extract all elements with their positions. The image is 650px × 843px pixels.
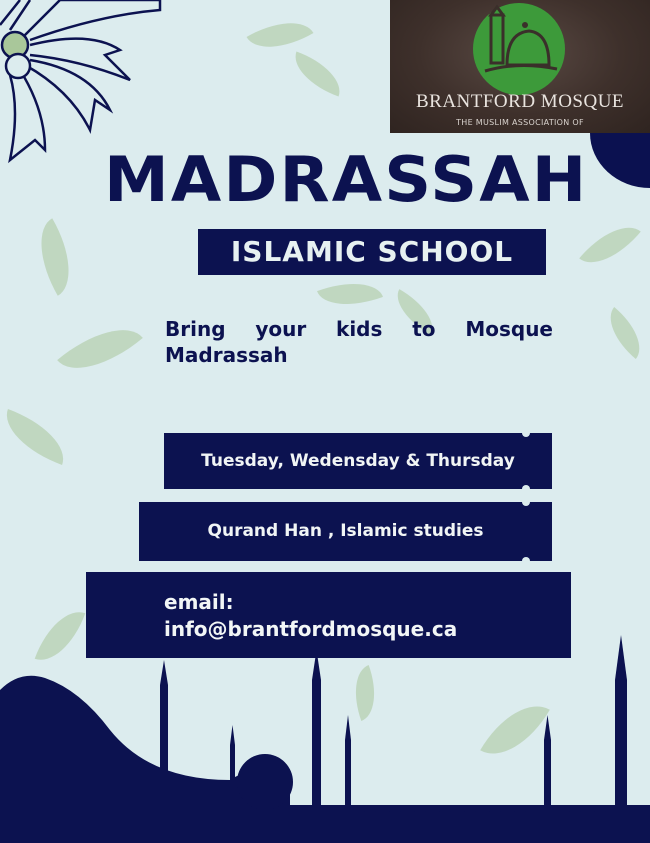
subjects-banner: [139, 502, 552, 561]
days-banner: [164, 433, 552, 489]
logo-subtitle: THE MUSLIM ASSOCIATION OF: [456, 118, 584, 127]
leaf-decoration: [287, 51, 348, 96]
tagline: Bring your kids to Mosque Madrassah: [165, 317, 553, 367]
subtitle-banner: ISLAMIC SCHOOL: [198, 229, 546, 275]
email-label: email:: [164, 590, 234, 614]
email-text: [164, 589, 504, 643]
leaf-decoration: [57, 309, 143, 390]
leaf-decoration: [597, 307, 650, 359]
leaf-decoration: [23, 218, 87, 296]
leaf-decoration: [579, 212, 641, 277]
brantford-mosque-logo: [390, 0, 650, 133]
logo-name: BRANTFORD MOSQUE: [415, 91, 625, 112]
ticket-notch: [522, 429, 530, 437]
mosque-dome-crescent-icon: [473, 3, 565, 95]
mosque-skyline-silhouette: [0, 630, 650, 843]
days-text: Tuesday, Wedensday & Thursday: [201, 451, 515, 471]
leaf-decoration: [317, 271, 383, 318]
leaf-decoration: [0, 409, 74, 465]
page-title: MADRASSAH: [104, 143, 589, 216]
flower-outline-icon: [0, 0, 170, 165]
email-link[interactable]: info@brantfordmosque.ca: [164, 617, 458, 641]
ticket-notch: [522, 557, 530, 565]
corner-shape: [590, 133, 650, 188]
subjects-text: Qurand Han , Islamic studies: [207, 521, 484, 541]
ticket-notch: [522, 498, 530, 506]
email-banner: [86, 572, 571, 658]
ticket-notch: [522, 485, 530, 493]
